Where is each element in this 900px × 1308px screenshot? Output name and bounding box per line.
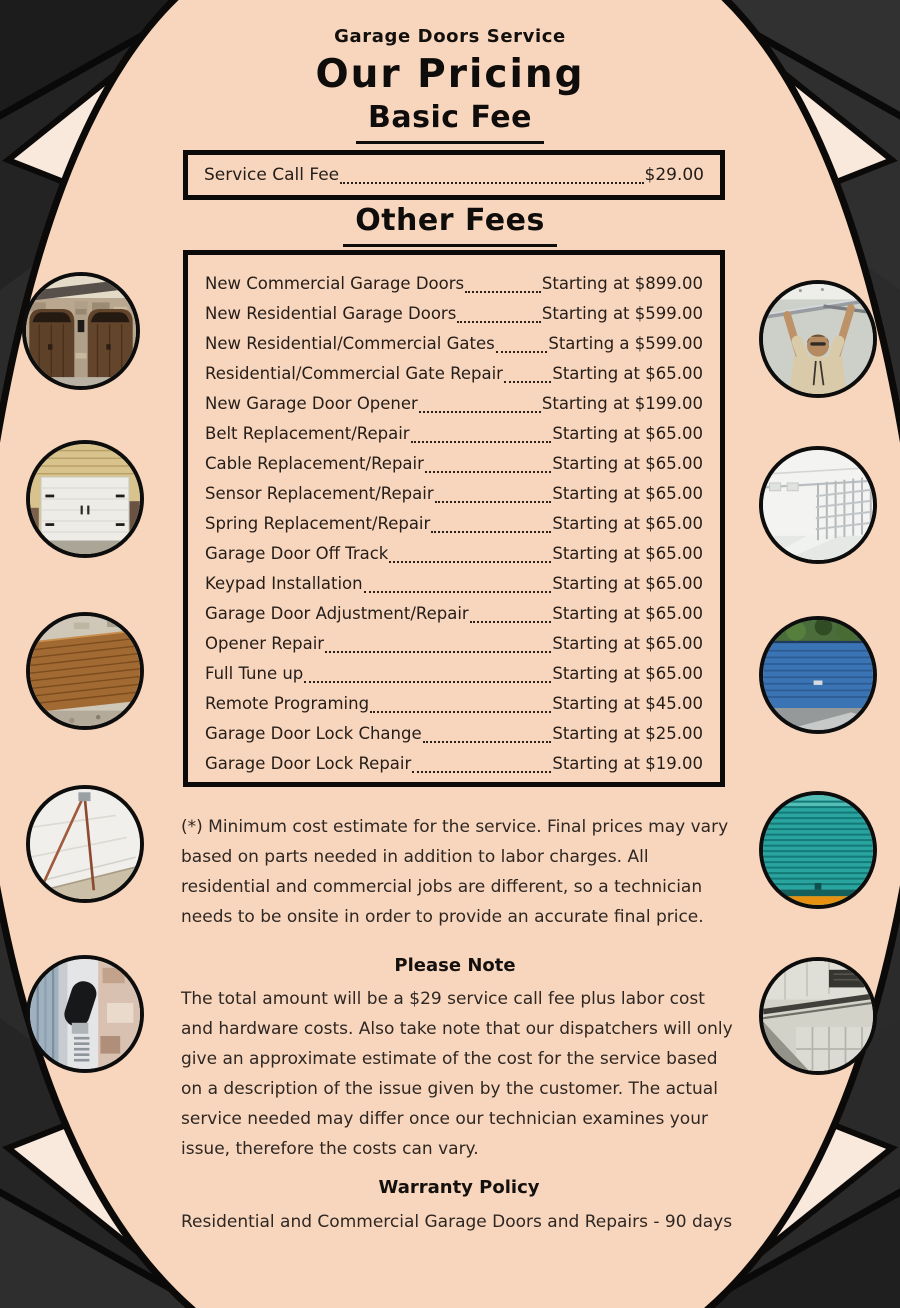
fee-price: Starting at $25.00	[552, 724, 703, 743]
dot-leader	[325, 651, 551, 653]
fee-label: Garage Door Off Track	[205, 544, 389, 563]
dot-leader	[457, 321, 541, 323]
fee-row	[205, 568, 703, 598]
other-fees-heading-text: Other Fees	[343, 203, 557, 247]
fee-label: Spring Replacement/Repair	[205, 514, 431, 533]
fee-label: Opener Repair	[205, 634, 325, 653]
fee-label: New Residential/Commercial Gates	[205, 334, 495, 353]
fee-row	[205, 598, 703, 628]
fee-row	[205, 358, 703, 388]
dot-leader	[423, 741, 552, 743]
fee-price: $29.00	[644, 165, 704, 185]
dot-leader	[425, 471, 551, 473]
fee-label: Belt Replacement/Repair	[205, 424, 410, 443]
fee-price: Starting at $65.00	[552, 424, 703, 443]
please-note-body: The total amount will be a $29 service call fee plus labor cost and hardware costs. Also take note that our dispatchers will only give an approximate estimate of the cost for the service based on a description of the issue given by the customer. The actual service needed may differ once our technician examines your issue, therefore the costs can vary.	[181, 989, 733, 1159]
fee-row	[205, 688, 703, 718]
fee-label: Remote Programing	[205, 694, 370, 713]
warranty-policy-heading: Warranty Policy	[378, 1177, 540, 1198]
fee-row	[205, 658, 703, 688]
business-name: Garage Doors Service	[334, 26, 566, 47]
photo-wood-panel-door	[26, 612, 144, 730]
fee-row	[205, 418, 703, 448]
dot-leader	[389, 561, 551, 563]
fee-row	[205, 298, 703, 328]
fee-price: Starting at $199.00	[541, 394, 703, 413]
dot-leader	[504, 381, 551, 383]
fee-price: Starting at $65.00	[552, 604, 703, 623]
fee-row	[205, 718, 703, 748]
please-note-heading: Please Note	[394, 955, 516, 976]
photo-technician-install	[759, 280, 877, 398]
fee-price: Starting at $899.00	[541, 274, 703, 293]
warranty-policy-body: Residential and Commercial Garage Doors and Repairs - 90 days	[181, 1212, 733, 1232]
dot-leader	[304, 681, 551, 683]
photo-brown-carriage-doors	[22, 272, 140, 390]
pricing-disclaimer: (*) Minimum cost estimate for the service. Final prices may vary based on parts needed in addition to labor charges. All residential and commercial jobs are different, so a technician needs to be onsite in order to provide an accurate final price.	[181, 817, 729, 927]
fee-label: Full Tune up	[205, 664, 304, 683]
fee-price: Starting at $65.00	[552, 664, 703, 683]
dot-leader	[412, 771, 551, 773]
dot-leader	[435, 501, 552, 503]
fee-label: New Commercial Garage Doors	[205, 274, 465, 293]
fee-label: New Garage Door Opener	[205, 394, 418, 413]
photo-white-garage-door	[26, 440, 144, 558]
dot-leader	[411, 441, 552, 443]
fee-row	[205, 448, 703, 478]
fee-row	[205, 388, 703, 418]
fee-label: Garage Door Adjustment/Repair	[205, 604, 469, 623]
dot-leader	[470, 621, 552, 623]
fee-label: New Residential Garage Doors	[205, 304, 457, 323]
photo-garage-interior-rods	[26, 785, 144, 903]
page-title: Our Pricing	[315, 52, 585, 97]
dot-leader	[431, 531, 551, 533]
fee-price: Starting at $19.00	[552, 754, 703, 773]
photo-opener-rail-interior	[759, 957, 877, 1075]
fee-row	[205, 478, 703, 508]
fee-price: Starting a $599.00	[548, 334, 703, 353]
dot-leader	[496, 351, 548, 353]
fee-label: Sensor Replacement/Repair	[205, 484, 434, 503]
fee-price: Starting at $65.00	[552, 454, 703, 473]
fee-price: Starting at $65.00	[552, 364, 703, 383]
dot-leader	[465, 291, 541, 293]
fee-label: Cable Replacement/Repair	[205, 454, 424, 473]
dot-leader	[370, 711, 551, 713]
fee-price: Starting at $65.00	[552, 544, 703, 563]
photo-white-garage-gate	[759, 446, 877, 564]
dot-leader	[419, 411, 541, 413]
fee-label: Keypad Installation	[205, 574, 363, 593]
photo-roller-spring-closeup	[26, 955, 144, 1073]
dot-leader	[364, 591, 552, 593]
fee-label: Service Call Fee	[204, 165, 340, 185]
other-fees-box	[183, 250, 725, 787]
fee-row	[205, 628, 703, 658]
fee-row	[205, 268, 703, 298]
other-fees-section-heading	[0, 203, 900, 247]
basic-fee-section-heading	[0, 100, 900, 144]
fee-label: Residential/Commercial Gate Repair	[205, 364, 503, 383]
fee-row	[204, 161, 704, 189]
dot-leader	[340, 182, 643, 184]
fee-label: Garage Door Lock Change	[205, 724, 422, 743]
fee-row	[205, 538, 703, 568]
fee-price: Starting at $45.00	[552, 694, 703, 713]
basic-fee-heading-text: Basic Fee	[356, 100, 544, 144]
fee-price: Starting at $65.00	[552, 574, 703, 593]
photo-teal-roller-shutter	[759, 791, 877, 909]
photo-blue-garage-door	[759, 616, 877, 734]
fee-row	[205, 748, 703, 778]
fee-row	[205, 328, 703, 358]
fee-price: Starting at $65.00	[552, 514, 703, 533]
basic-fee-box	[183, 150, 725, 200]
fee-label: Garage Door Lock Repair	[205, 754, 412, 773]
fee-price: Starting at $599.00	[541, 304, 703, 323]
fee-row	[205, 508, 703, 538]
fee-price: Starting at $65.00	[552, 634, 703, 653]
fee-price: Starting at $65.00	[552, 484, 703, 503]
